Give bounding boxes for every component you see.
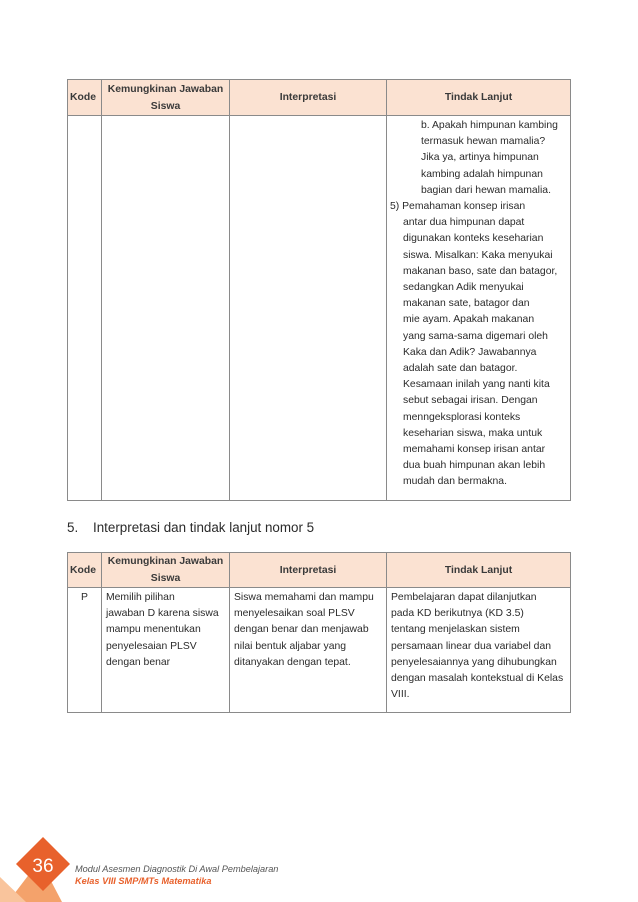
table-continuation: [67, 79, 571, 501]
table-row: [68, 588, 571, 713]
text-line: Jika ya, artinya himpunan: [421, 152, 539, 164]
cell-interpretasi-empty: [230, 116, 387, 501]
text-line: penyelesaiannya yang dihubungkan: [391, 656, 557, 668]
cell-kode-empty: [68, 116, 102, 501]
text-line: Memilih pilihan: [106, 592, 175, 603]
text-line: memahami konsep irisan antar: [403, 444, 546, 456]
text-line: antar dua himpunan dapat: [403, 217, 525, 229]
header-kode: Kode: [68, 80, 102, 116]
text-line: b. Apakah himpunan kambing: [421, 120, 558, 131]
text-line: termasuk hewan mamalia?: [421, 136, 546, 148]
text-line: makanan baso, sate dan batagor,: [403, 265, 558, 277]
text-line: mie ayam. Apakah makanan: [403, 314, 535, 326]
header-interpretasi: Interpretasi: [230, 553, 387, 588]
cell-interpretasi: [230, 588, 387, 713]
text-line: persamaan linear dua variabel dan: [391, 640, 552, 652]
header-tindak-lanjut: Tindak Lanjut: [387, 553, 571, 588]
footer-book-subtitle: Kelas VIII SMP/MTs Matematika: [75, 876, 212, 886]
cell-kemungkinan-jawaban: [102, 588, 230, 713]
cell-kode: P: [68, 588, 102, 713]
cell-tindak-lanjut: [387, 588, 571, 713]
section-heading: [67, 520, 314, 535]
text-line: penyelesaian PLSV: [106, 640, 197, 652]
text-line: nilai bentuk aljabar yang: [234, 640, 347, 652]
text-line: keseharian siswa, maka untuk: [403, 427, 543, 439]
text-line: siswa. Misalkan: Kaka menyukai: [403, 249, 553, 261]
page-number: 36: [32, 856, 54, 877]
text-line: kambing adalah himpunan: [421, 168, 543, 180]
text-line: dua buah himpunan akan lebih: [403, 460, 546, 472]
text-line: tentang menjelaskan sistem: [391, 624, 520, 636]
table-nomor-5: [67, 552, 571, 713]
footer-text: [75, 863, 278, 887]
text-line: dengan benar dan menjawab: [234, 624, 369, 636]
section-title: Interpretasi dan tindak lanjut nomor 5: [93, 520, 315, 535]
table-header-row: [68, 553, 571, 588]
text-line: Pembelajaran dapat dilanjutkan: [391, 592, 537, 603]
header-interpretasi: Interpretasi: [230, 80, 387, 116]
header-tindak-lanjut: Tindak Lanjut: [387, 80, 571, 116]
text-line: menngeksplorasi konteks: [403, 411, 521, 423]
cell-tindak-lanjut: [387, 116, 571, 501]
text-line: sebut sebagai irisan. Dengan: [403, 395, 538, 407]
text-line: digunakan konteks keseharian: [403, 233, 544, 245]
text-line: jawaban D karena siswa: [106, 608, 219, 620]
footer-book-title: Modul Asesmen Diagnostik Di Awal Pembelajaran: [75, 864, 279, 874]
text-line: menyelesaikan soal PLSV: [234, 608, 355, 620]
text-line: Kaka dan Adik? Jawabannya: [403, 346, 537, 358]
text-line: dengan benar: [106, 656, 171, 668]
header-kemungkinan-jawaban: Kemungkinan Jawaban Siswa: [102, 553, 230, 588]
header-kode: Kode: [68, 553, 102, 588]
header-kemungkinan-jawaban: Kemungkinan Jawaban Siswa: [102, 80, 230, 116]
text-line: bagian dari hewan mamalia.: [421, 184, 551, 196]
text-line: dengan masalah kontekstual di Kelas: [391, 673, 564, 685]
text-line: VIII.: [391, 689, 410, 701]
text-line: mampu menentukan: [106, 624, 201, 636]
text-line: adalah sate dan batagor.: [403, 363, 518, 375]
text-line: yang sama-sama digemari oleh: [403, 330, 548, 342]
text-line: makanan sate, batagor dan: [403, 298, 530, 310]
section-number: 5.: [67, 520, 79, 535]
text-line: 5) Pemahaman konsep irisan: [390, 201, 526, 213]
text-line: Siswa memahami dan mampu: [234, 592, 374, 603]
text-line: ditanyakan dengan tepat.: [234, 656, 351, 668]
text-line: mudah dan bermakna.: [403, 476, 507, 488]
text-line: sedangkan Adik menyukai: [403, 282, 524, 294]
table-row: [68, 116, 571, 501]
text-line: Kesamaan inilah yang nanti kita: [403, 379, 550, 391]
table-header-row: [68, 80, 571, 116]
cell-kemungkinan-empty: [102, 116, 230, 501]
text-line: pada KD berikutnya (KD 3.5): [391, 608, 524, 620]
